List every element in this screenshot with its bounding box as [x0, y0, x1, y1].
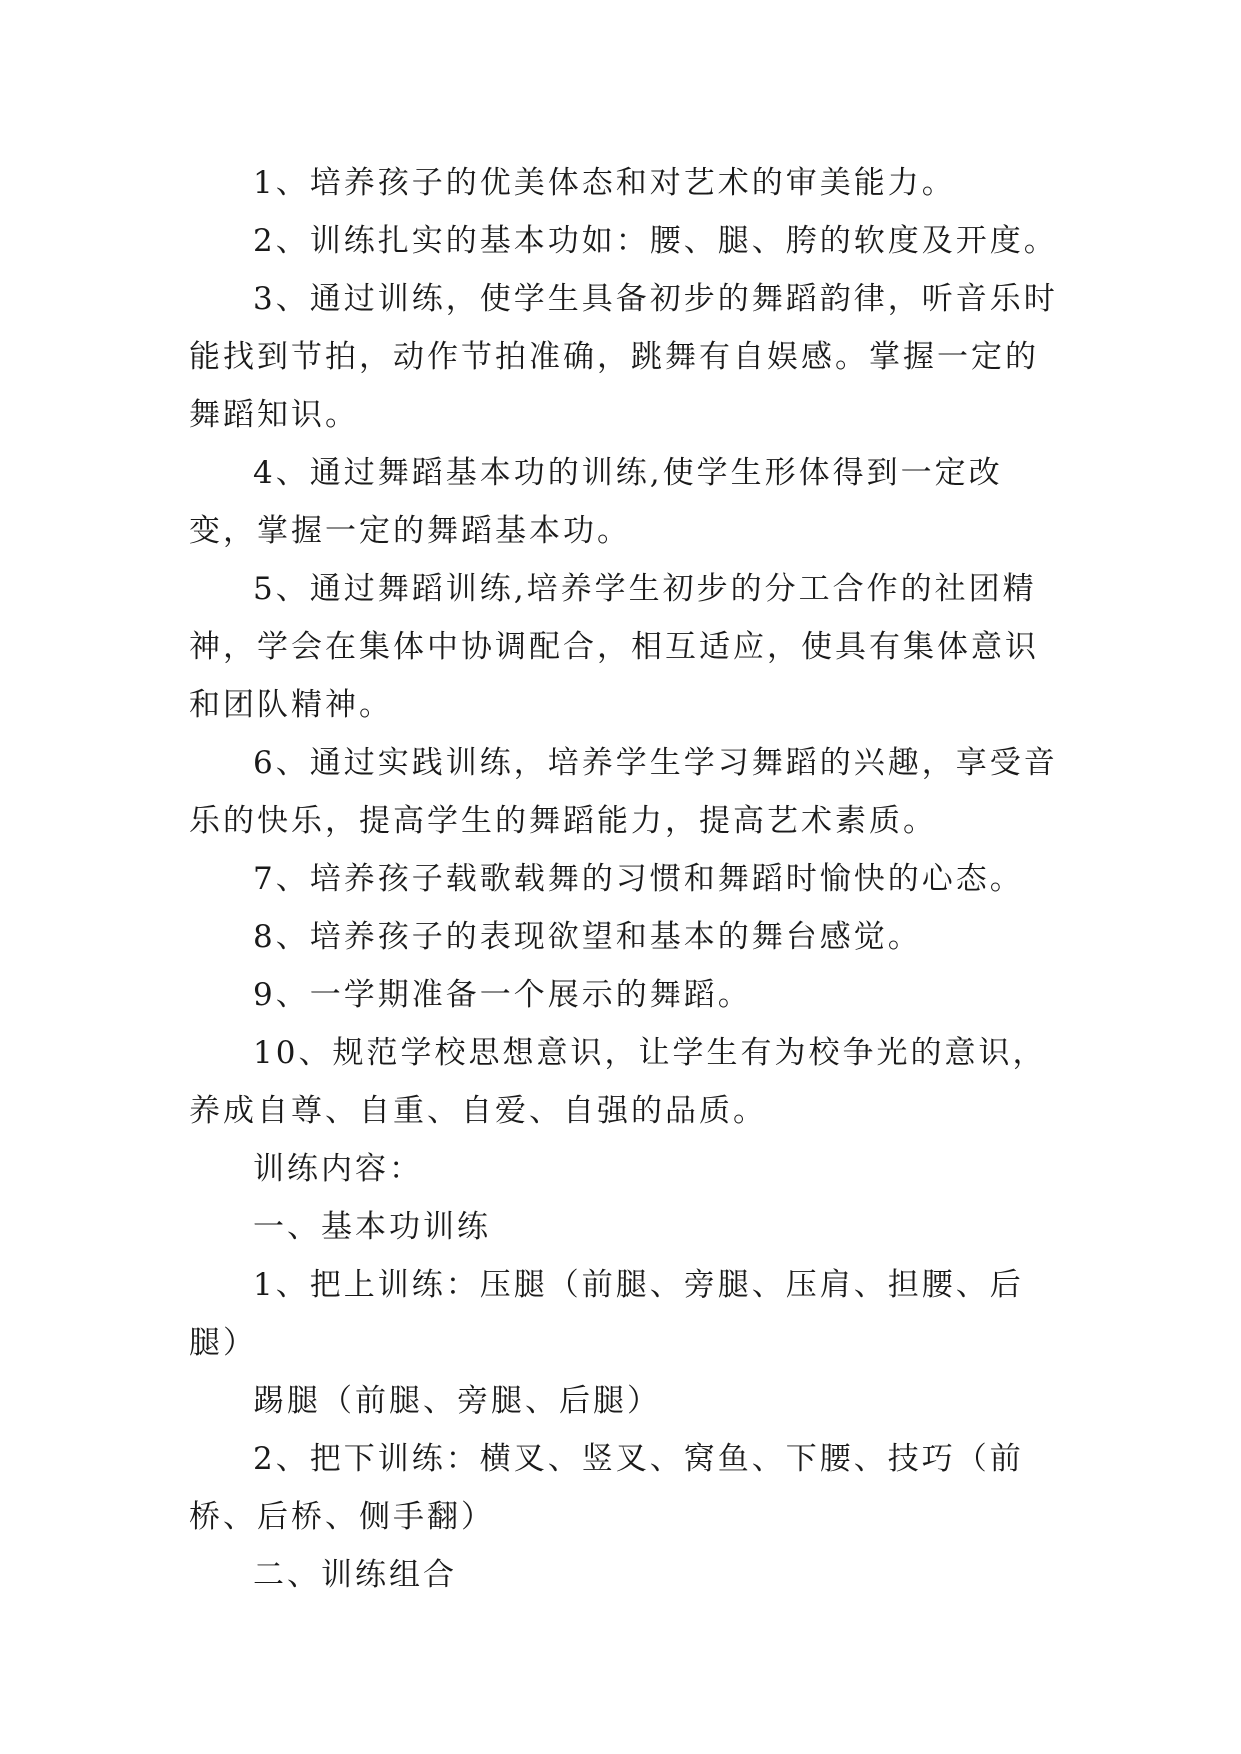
paragraph-goal-3: 3、通过训练，使学生具备初步的舞蹈韵律，听音乐时能找到节拍，动作节拍准确，跳舞有自娱感。掌握一定的舞蹈知识。	[189, 281, 1058, 433]
paragraph-goal-10: 10、规范学校思想意识，让学生有为校争光的意识，养成自尊、自重、自爱、自强的品质。	[189, 1035, 1047, 1129]
section-heading-basic-skills: 一、基本功训练	[253, 1209, 491, 1245]
paragraph-goal-2: 2、训练扎实的基本功如：腰、腿、胯的软度及开度。	[253, 223, 1058, 259]
paragraph-goal-7: 7、培养孩子载歌载舞的习惯和舞蹈时愉快的心态。	[253, 861, 1024, 897]
paragraph-goal-8: 8、培养孩子的表现欲望和基本的舞台感觉。	[253, 919, 922, 955]
paragraph-goal-6: 6、通过实践训练，培养学生学习舞蹈的兴趣，享受音乐的快乐，提高学生的舞蹈能力，提高艺术素质。	[189, 745, 1058, 839]
paragraph-goal-9: 9、一学期准备一个展示的舞蹈。	[253, 977, 752, 1013]
paragraph-barre-training: 1、把上训练：压腿（前腿、旁腿、压肩、担腰、后腿）	[189, 1267, 1024, 1361]
section-heading-training-content: 训练内容：	[253, 1151, 423, 1187]
paragraph-kick-training: 踢腿（前腿、旁腿、后腿）	[253, 1383, 661, 1419]
document-body	[189, 154, 1069, 1604]
section-heading-training-combos: 二、训练组合	[253, 1557, 457, 1593]
paragraph-floor-training: 2、把下训练：横叉、竖叉、窝鱼、下腰、技巧（前桥、后桥、侧手翻）	[189, 1441, 1024, 1535]
paragraph-goal-4: 4、通过舞蹈基本功的训练,使学生形体得到一定改变，掌握一定的舞蹈基本功。	[189, 455, 1003, 549]
paragraph-goal-1: 1、培养孩子的优美体态和对艺术的审美能力。	[253, 165, 956, 201]
paragraph-goal-5: 5、通过舞蹈训练,培养学生初步的分工合作的社团精神，学会在集体中协调配合，相互适应，使具有集体意识和团队精神。	[189, 571, 1039, 723]
